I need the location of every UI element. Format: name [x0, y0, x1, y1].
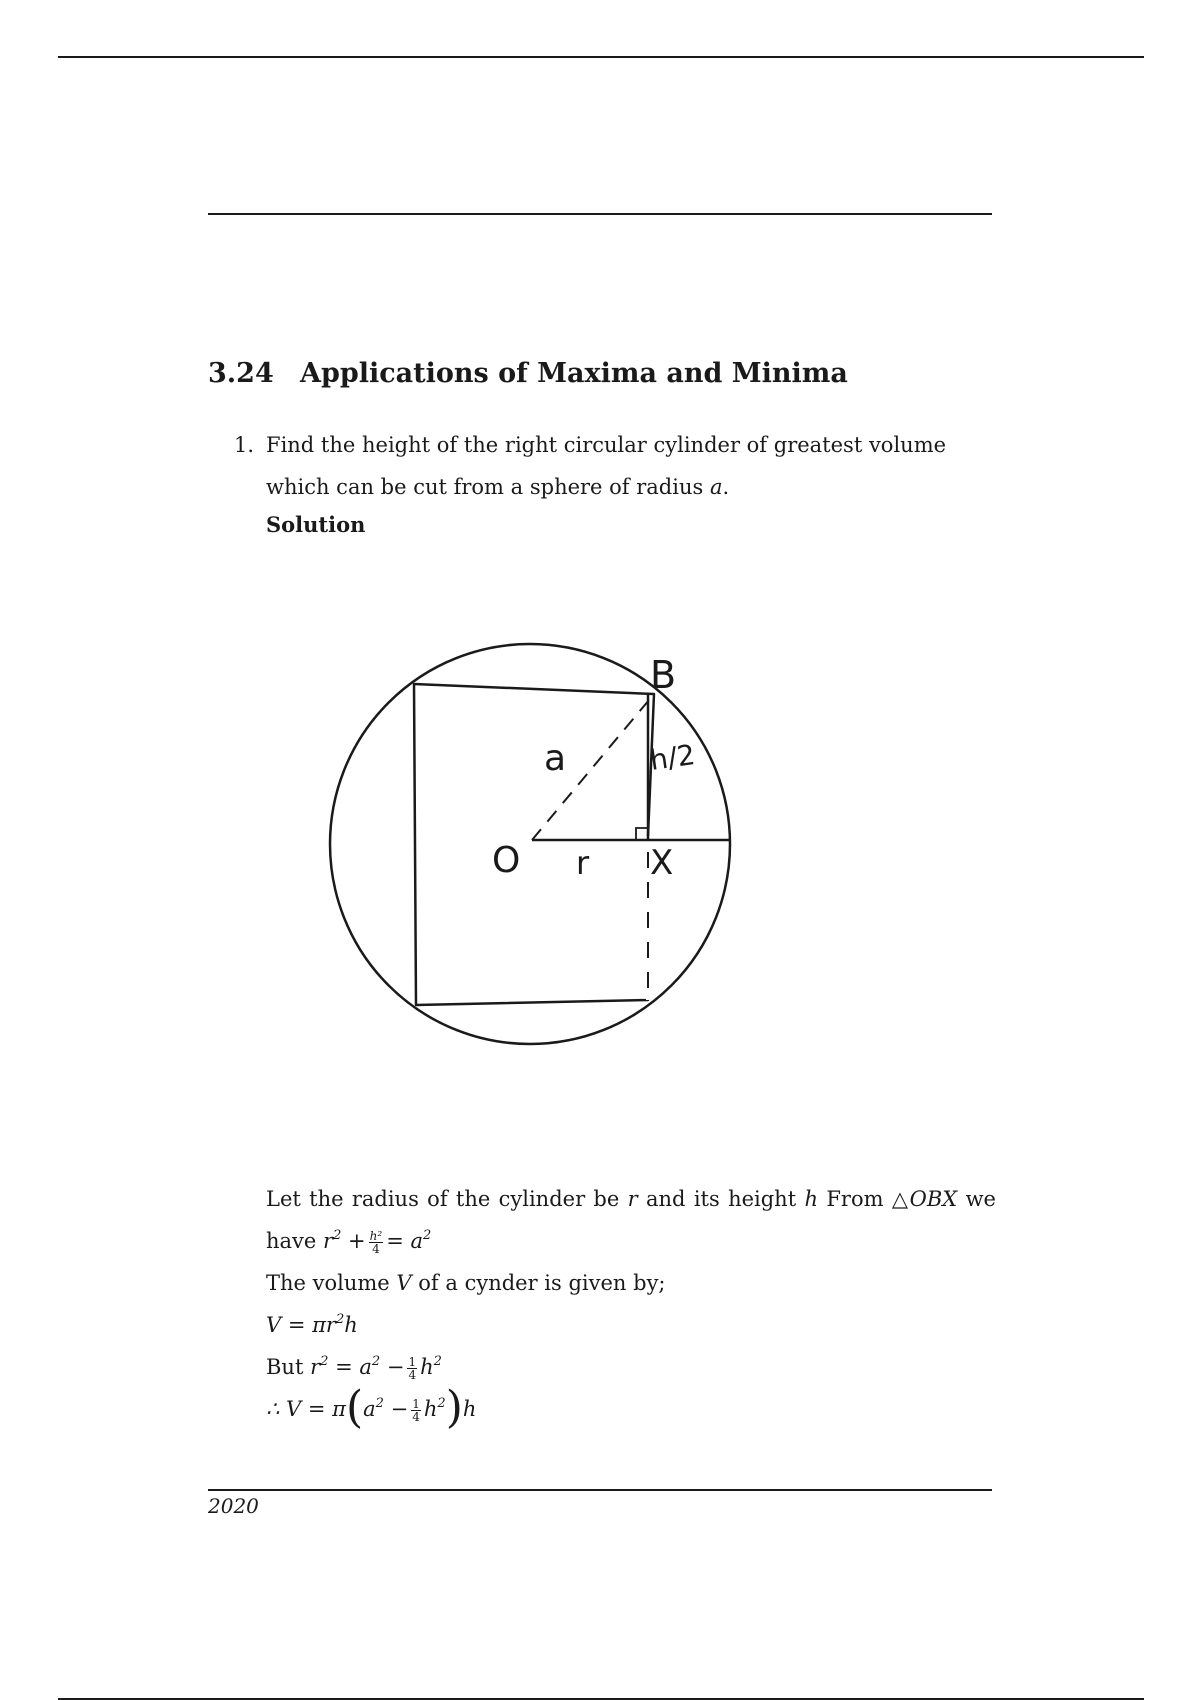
math-expr: ∴ V = π — [266, 1397, 346, 1421]
problem-item — [234, 424, 994, 508]
solution-body — [266, 1178, 996, 1433]
denominator: 4 — [372, 1242, 380, 1256]
text: The volume — [266, 1271, 390, 1295]
math-expr: = a — [335, 1355, 372, 1379]
math-expr: V = πr — [266, 1313, 336, 1337]
exponent: 2 — [433, 1354, 442, 1369]
label-a: a — [544, 738, 567, 779]
exponent: 2 — [375, 1396, 384, 1411]
math-h: h — [344, 1313, 358, 1337]
label-B: B — [650, 653, 677, 697]
label-h-over-2: h/2 — [647, 737, 698, 777]
math-h: h — [423, 1397, 438, 1421]
operator: + — [348, 1229, 366, 1253]
proof-line-4 — [266, 1304, 996, 1346]
fraction-one-quarter — [411, 1398, 421, 1423]
sphere-cylinder-figure — [320, 628, 740, 1058]
operator: − — [390, 1397, 409, 1421]
numerator: 1 — [408, 1355, 417, 1369]
cylinder-outline — [414, 684, 654, 1005]
text: of a cynder is given by; — [418, 1271, 666, 1295]
math-h: h — [420, 1355, 434, 1379]
exponent: 2 — [437, 1396, 446, 1411]
math-h: h — [462, 1397, 477, 1421]
exponent: 2 — [335, 1312, 345, 1327]
math-r: r — [323, 1229, 334, 1253]
math-h: h — [804, 1187, 819, 1211]
header-rule-outer — [58, 56, 1144, 58]
fraction-one-quarter — [407, 1356, 417, 1381]
math-a: a — [363, 1397, 376, 1421]
footer-rule — [208, 1489, 992, 1491]
section-number: 3.24 — [208, 358, 274, 389]
proof-line-3 — [266, 1262, 996, 1304]
problem-enum: 1. — [234, 433, 255, 457]
problem-text-end: . — [722, 475, 730, 499]
text: From — [826, 1187, 884, 1211]
math-r: r — [310, 1355, 321, 1379]
paren-open: ( — [345, 1382, 364, 1433]
problem-text-main: Find the height of the right circular cylinder of greatest volume which can be cut from a sphere of radius — [266, 433, 947, 499]
paren-close: ) — [445, 1382, 463, 1433]
section-heading — [208, 358, 848, 389]
exponent: 2 — [423, 1228, 432, 1243]
operator: = — [386, 1229, 404, 1253]
math-a: a — [410, 1229, 424, 1253]
label-r: r — [576, 844, 590, 882]
proof-line-2 — [266, 1220, 996, 1262]
equation-r-squared — [310, 1354, 442, 1382]
header-rule-inner — [208, 213, 992, 215]
footer-year: 2020 — [208, 1494, 259, 1518]
exponent: 2 — [333, 1228, 342, 1243]
fraction-h2-over-4 — [369, 1230, 384, 1255]
problem-variable: a — [709, 475, 723, 499]
equation-pythagoras — [323, 1228, 432, 1256]
label-O: O — [492, 840, 521, 881]
text: and its height — [646, 1187, 797, 1211]
proof-line-6 — [266, 1382, 996, 1433]
solution-label: Solution — [266, 512, 366, 537]
text: we — [965, 1187, 996, 1211]
problem-text — [266, 424, 994, 508]
equation-volume-substituted — [266, 1382, 477, 1433]
math-V: V — [396, 1271, 412, 1295]
section-title: Applications of Maxima and Minima — [300, 358, 848, 389]
exponent: 2 — [371, 1354, 381, 1369]
numerator: h² — [369, 1229, 383, 1243]
exponent: 2 — [320, 1354, 329, 1369]
proof-line-5 — [266, 1346, 996, 1388]
denominator: 4 — [412, 1410, 420, 1424]
text: have — [266, 1229, 317, 1253]
proof-line-1 — [266, 1178, 996, 1220]
equation-volume — [266, 1313, 358, 1337]
operator: − — [386, 1355, 405, 1379]
numerator: 1 — [412, 1397, 420, 1411]
label-X: X — [650, 843, 674, 883]
denominator: 4 — [408, 1368, 417, 1382]
triangle-obx: △OBX — [891, 1187, 958, 1211]
math-r: r — [627, 1187, 638, 1211]
text: But — [266, 1355, 304, 1379]
text: Let the radius of the cylinder be — [266, 1187, 620, 1211]
